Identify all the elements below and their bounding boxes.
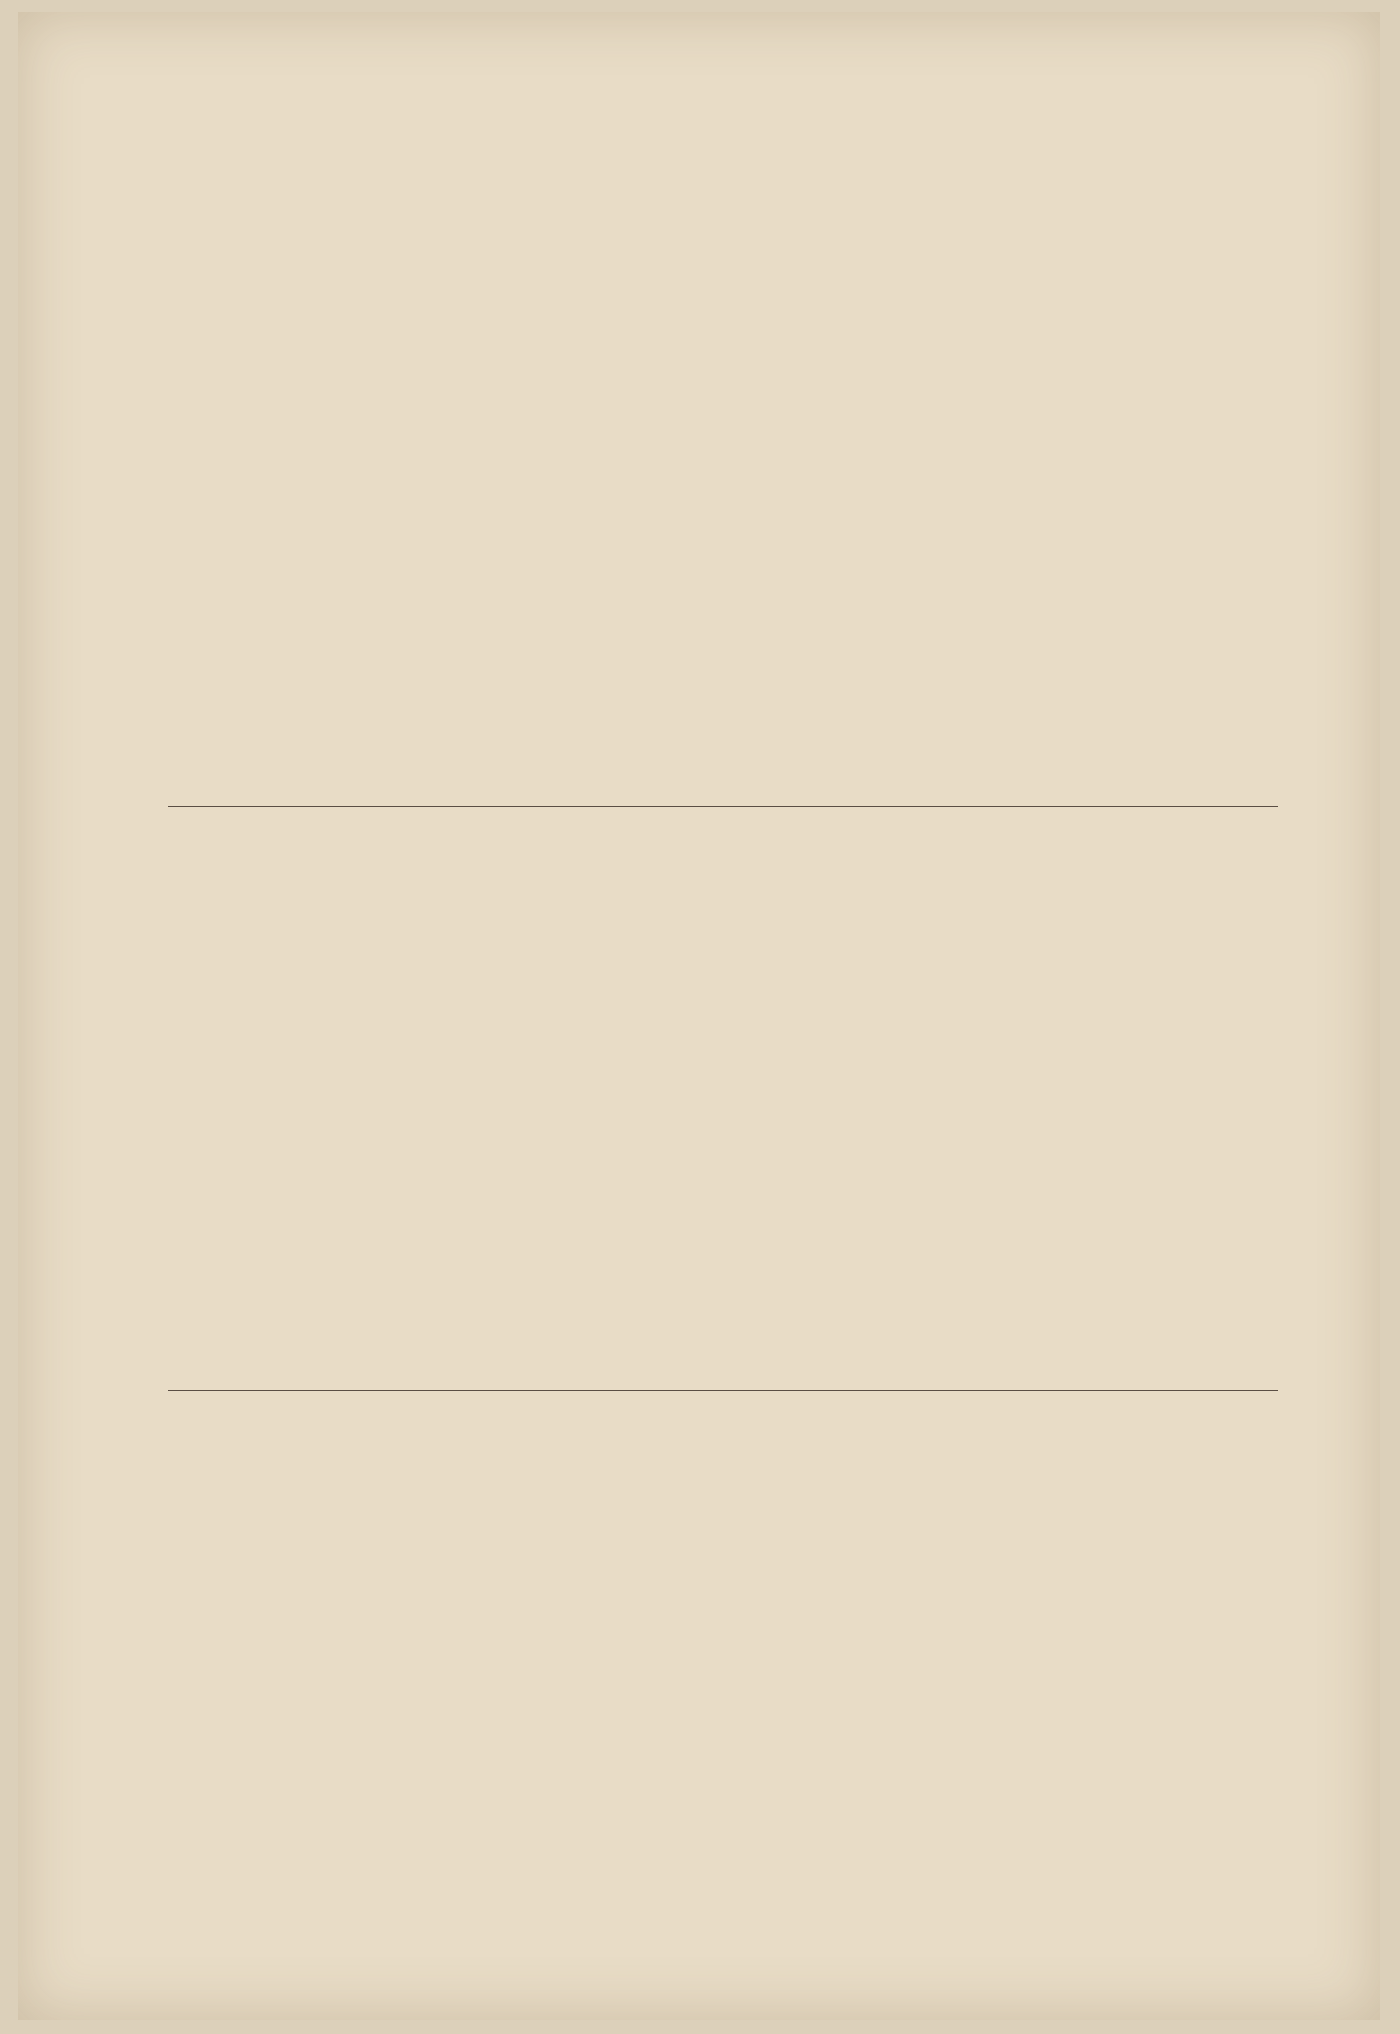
column-divider-top	[168, 806, 1278, 807]
bottom-section-text	[168, 1410, 688, 1970]
main-area-table	[1058, 1412, 1278, 1972]
middle-column-text	[168, 826, 1280, 1384]
column-divider-bottom	[168, 1390, 1278, 1391]
document-page	[18, 12, 1380, 2020]
top-column-text	[168, 236, 1280, 796]
sub-area-table	[818, 1442, 1058, 1982]
chapter-heading	[698, 1422, 808, 1842]
